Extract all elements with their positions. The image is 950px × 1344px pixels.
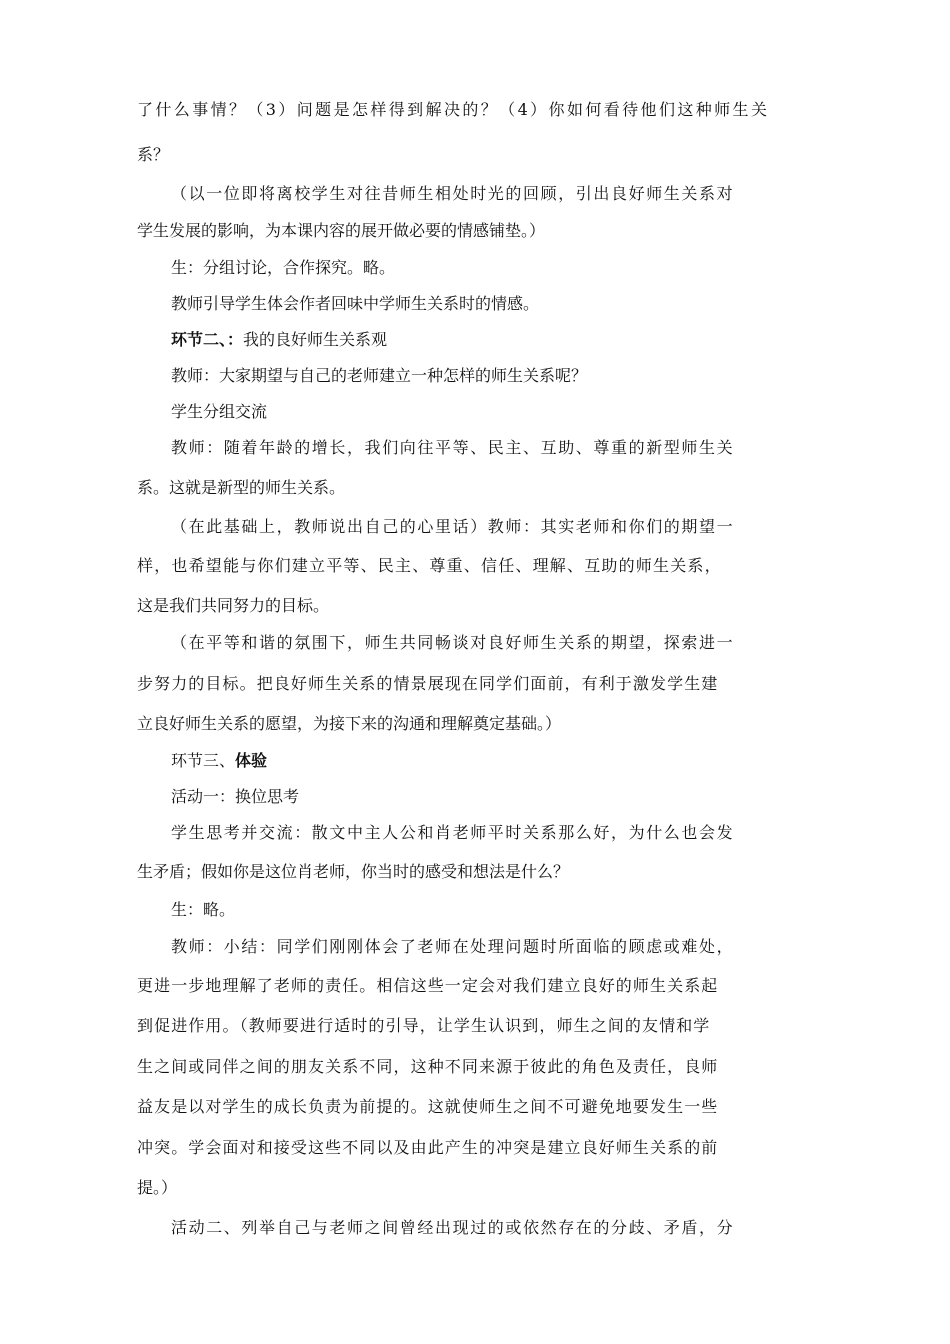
text-line: 更进一步地理解了老师的责任。相信这些一定会对我们建立良好的师生关系起: [137, 976, 719, 995]
text-line: 了什么事情？（3）问题是怎样得到解决的？（4）你如何看待他们这种师生关: [137, 100, 770, 119]
section-label: 环节二、：: [171, 330, 244, 349]
text-line: 步努力的目标。把良好师生关系的情景展现在同学们面前，有利于激发学生建: [137, 674, 719, 693]
text-line: 提。）: [137, 1178, 178, 1197]
text-line: 教师：大家期望与自己的老师建立一种怎样的师生关系呢？: [171, 366, 588, 385]
text-line: 教师：小结：同学们刚刚体会了老师在处理问题时所面临的顾虑或难处，: [171, 937, 735, 956]
text-line: 学生分组交流: [171, 402, 268, 421]
text-line: （在此基础上，教师说出自己的心里话）教师：其实老师和你们的期望一: [171, 517, 735, 536]
section-title: 我的良好师生关系观: [243, 330, 388, 349]
text-line: 生：分组讨论，合作探究。略。: [171, 258, 396, 277]
section-title: 体验: [235, 751, 268, 770]
text-line: 立良好师生关系的愿望，为接下来的沟通和理解奠定基础。）: [137, 714, 562, 733]
text-line: 样，也希望能与你们建立平等、民主、尊重、信任、理解、互助的师生关系，: [137, 556, 722, 575]
text-line: 这是我们共同努力的目标。: [137, 596, 330, 615]
text-line: 活动二、列举自己与老师之间曾经出现过的或依然存在的分歧、矛盾，分: [171, 1218, 735, 1237]
text-line: 冲突。学会面对和接受这些不同以及由此产生的冲突是建立良好师生关系的前: [137, 1138, 719, 1157]
text-line: 系？: [137, 145, 170, 164]
section-heading: [171, 330, 387, 350]
text-line: 学生思考并交流：散文中主人公和肖老师平时关系那么好，为什么也会发: [171, 823, 735, 842]
text-line: 生之间或同伴之间的朋友关系不同，这种不同来源于彼此的角色及责任，良师: [137, 1057, 719, 1076]
text-line: （以一位即将离校学生对往昔师生相处时光的回顾，引出良好师生关系对: [171, 184, 735, 203]
text-line: 活动一：换位思考: [171, 787, 300, 806]
text-line: 生：略。: [171, 900, 236, 919]
text-line: 到促进作用。（教师要进行适时的引导，让学生认识到，师生之间的友情和学: [137, 1016, 711, 1035]
text-line: （在平等和谐的氛围下，师生共同畅谈对良好师生关系的期望，探索进一: [171, 633, 735, 652]
section-label: 环节三、: [171, 751, 236, 770]
text-line: 生矛盾；假如你是这位肖老师，你当时的感受和想法是什么？: [137, 862, 570, 881]
text-line: 教师：随着年龄的增长，我们向往平等、民主、互助、尊重的新型师生关: [171, 438, 735, 457]
text-line: 益友是以对学生的成长负责为前提的。这就使师生之间不可避免地要发生一些: [137, 1097, 719, 1116]
text-line: 学生发展的影响，为本课内容的展开做必要的情感铺垫。）: [137, 221, 546, 240]
section-heading: [171, 751, 267, 771]
text-line: 系。这就是新型的师生关系。: [137, 478, 346, 497]
text-line: 教师引导学生体会作者回味中学师生关系时的情感。: [171, 294, 540, 313]
